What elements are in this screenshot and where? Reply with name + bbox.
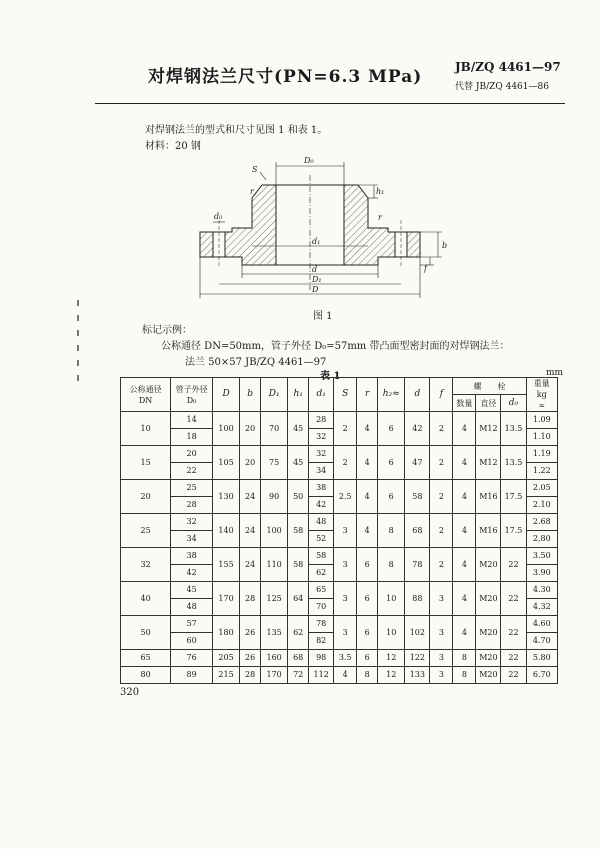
standard-number: JB/ZQ 4461—97	[455, 60, 561, 74]
cell-S: 3.5	[334, 650, 357, 667]
header-d0: 管子外径 D₀	[171, 378, 213, 412]
cell-d1: 82	[309, 633, 334, 650]
cell-D: 205	[212, 650, 239, 667]
cell-d0: 89	[171, 667, 213, 684]
cell-h2: 8	[378, 548, 405, 582]
header-bolt: 螺 栓	[453, 378, 526, 395]
cell-d0: 48	[171, 599, 213, 616]
cell-d1: 38	[309, 480, 334, 497]
cell-r: 6	[357, 650, 378, 667]
cell-weight: 4.30	[526, 582, 557, 599]
label-D0: D₀	[304, 156, 314, 165]
cell-S: 2.5	[334, 480, 357, 514]
cell-f: 2	[430, 446, 453, 480]
cell-weight: 5.80	[526, 650, 557, 667]
cell-h1: 45	[288, 446, 309, 480]
cell-D: 170	[212, 582, 239, 616]
cell-d1: 34	[309, 463, 334, 480]
intro-text: 对焊钢法兰的型式和尺寸见图 1 和表 1。	[145, 125, 328, 136]
cell-f: 2	[430, 548, 453, 582]
cell-d1: 70	[309, 599, 334, 616]
cell-bd0: 13.5	[501, 412, 526, 446]
cell-f: 3	[430, 667, 453, 684]
cell-d: 88	[405, 582, 430, 616]
cell-b: 24	[240, 480, 261, 514]
cell-b: 20	[240, 446, 261, 480]
cell-qty: 4	[453, 548, 476, 582]
cell-f: 3	[430, 650, 453, 667]
cell-h1: 62	[288, 616, 309, 650]
cell-f: 2	[430, 480, 453, 514]
cell-weight: 1.19	[526, 446, 557, 463]
header-D1: D₁	[261, 378, 288, 412]
cell-b: 26	[240, 616, 261, 650]
cell-dia: M20	[476, 582, 501, 616]
cell-dia: M20	[476, 548, 501, 582]
header-f: f	[430, 378, 453, 412]
example-heading: 标记示例：	[142, 325, 192, 336]
cell-d0: 14	[171, 412, 213, 429]
cell-h1: 45	[288, 412, 309, 446]
label-D: D	[312, 285, 319, 294]
cell-dn: 10	[121, 412, 171, 446]
label-b: b	[442, 241, 448, 250]
cell-dn: 15	[121, 446, 171, 480]
cell-h2: 6	[378, 412, 405, 446]
cell-d1: 98	[309, 650, 334, 667]
cell-D: 155	[212, 548, 239, 582]
cell-b: 20	[240, 412, 261, 446]
cell-D: 100	[212, 412, 239, 446]
cell-h2: 6	[378, 480, 405, 514]
cell-weight: 1.22	[526, 463, 557, 480]
header-h1: h₁	[288, 378, 309, 412]
header-dn: 公称通径 DN	[121, 378, 171, 412]
cell-r: 8	[357, 667, 378, 684]
cell-d0: 38	[171, 548, 213, 565]
cell-qty: 4	[453, 446, 476, 480]
cell-d1: 112	[309, 667, 334, 684]
document-title: 对焊钢法兰尺寸(PN=6.3 MPa)	[148, 67, 423, 87]
cell-weight: 2.80	[526, 531, 557, 548]
cell-weight: 1.09	[526, 412, 557, 429]
header-bolt-d0: d₀	[501, 395, 526, 412]
cell-r: 4	[357, 446, 378, 480]
cell-d: 102	[405, 616, 430, 650]
header-d1: d₁	[309, 378, 334, 412]
header-d: d	[405, 378, 430, 412]
cell-d0: 57	[171, 616, 213, 633]
cell-dn: 20	[121, 480, 171, 514]
cell-d0: 32	[171, 514, 213, 531]
cell-D1: 75	[261, 446, 288, 480]
cell-d0: 76	[171, 650, 213, 667]
header-h2: h₂≈	[378, 378, 405, 412]
cell-dia: M12	[476, 446, 501, 480]
cell-bd0: 22	[501, 582, 526, 616]
table-row	[121, 667, 558, 684]
cell-D: 105	[212, 446, 239, 480]
table-caption: 表 1	[320, 371, 341, 382]
cell-S: 2	[334, 446, 357, 480]
dimension-table	[120, 377, 558, 684]
table-row	[121, 480, 558, 497]
cell-qty: 8	[453, 650, 476, 667]
header-D: D	[212, 378, 239, 412]
cell-bd0: 22	[501, 650, 526, 667]
cell-h2: 10	[378, 616, 405, 650]
cell-D: 215	[212, 667, 239, 684]
cell-D1: 100	[261, 514, 288, 548]
table-row	[121, 582, 558, 599]
cell-S: 3	[334, 582, 357, 616]
cell-h1: 72	[288, 667, 309, 684]
cell-h2: 12	[378, 667, 405, 684]
cell-r: 6	[357, 582, 378, 616]
cell-D: 140	[212, 514, 239, 548]
cell-d: 68	[405, 514, 430, 548]
cell-S: 3	[334, 548, 357, 582]
cell-b: 24	[240, 514, 261, 548]
cell-D1: 90	[261, 480, 288, 514]
cell-qty: 4	[453, 616, 476, 650]
cell-d0: 60	[171, 633, 213, 650]
cell-qty: 8	[453, 667, 476, 684]
cell-dn: 40	[121, 582, 171, 616]
label-h1: h₁	[376, 187, 385, 196]
cell-bd0: 22	[501, 667, 526, 684]
cell-weight: 4.32	[526, 599, 557, 616]
table-row	[121, 650, 558, 667]
cell-weight: 3.90	[526, 565, 557, 582]
cell-d0: 34	[171, 531, 213, 548]
cell-S: 3	[334, 514, 357, 548]
cell-weight: 4.70	[526, 633, 557, 650]
cell-d: 78	[405, 548, 430, 582]
figure-caption: 图 1	[313, 311, 333, 322]
cell-h1: 68	[288, 650, 309, 667]
label-f: f	[424, 264, 427, 273]
cell-dn: 80	[121, 667, 171, 684]
cell-d1: 52	[309, 531, 334, 548]
header-bolt-dia: 直径	[476, 395, 501, 412]
cell-weight: 6.70	[526, 667, 557, 684]
cell-dn: 32	[121, 548, 171, 582]
cell-dia: M16	[476, 480, 501, 514]
cell-bd0: 17.5	[501, 514, 526, 548]
cell-b: 24	[240, 548, 261, 582]
cell-dn: 25	[121, 514, 171, 548]
cell-D1: 110	[261, 548, 288, 582]
cell-D1: 125	[261, 582, 288, 616]
margin-marks	[72, 300, 86, 400]
cell-h2: 6	[378, 446, 405, 480]
cell-f: 2	[430, 412, 453, 446]
cell-d0: 45	[171, 582, 213, 599]
cell-D1: 70	[261, 412, 288, 446]
cell-d0: 25	[171, 480, 213, 497]
cell-D1: 170	[261, 667, 288, 684]
cell-S: 3	[334, 616, 357, 650]
cell-h2: 12	[378, 650, 405, 667]
cell-b: 28	[240, 582, 261, 616]
cell-d1: 65	[309, 582, 334, 599]
cell-d1: 48	[309, 514, 334, 531]
header-bolt-qty: 数量	[453, 395, 476, 412]
table-row	[121, 514, 558, 531]
table-row	[121, 548, 558, 565]
label-r-top: r	[250, 187, 254, 196]
header-weight: 重量 kg ≈	[526, 378, 557, 412]
cell-d: 42	[405, 412, 430, 446]
cell-d1: 78	[309, 616, 334, 633]
cell-dn: 65	[121, 650, 171, 667]
cell-d: 58	[405, 480, 430, 514]
table-row	[121, 616, 558, 633]
label-d: d	[312, 265, 318, 274]
header-S: S	[334, 378, 357, 412]
cell-bd0: 22	[501, 616, 526, 650]
cell-qty: 4	[453, 412, 476, 446]
cell-d0: 20	[171, 446, 213, 463]
label-d0: d₀	[214, 212, 223, 221]
cell-d1: 62	[309, 565, 334, 582]
cell-b: 26	[240, 650, 261, 667]
cell-bd0: 17.5	[501, 480, 526, 514]
cell-d0: 18	[171, 429, 213, 446]
cell-weight: 4.60	[526, 616, 557, 633]
cell-d1: 58	[309, 548, 334, 565]
material-text: 材料：20 钢	[145, 141, 201, 152]
cell-qty: 4	[453, 480, 476, 514]
cell-d1: 32	[309, 429, 334, 446]
cell-dia: M12	[476, 412, 501, 446]
flange-drawing	[190, 150, 480, 305]
cell-h1: 50	[288, 480, 309, 514]
cell-weight: 2.10	[526, 497, 557, 514]
cell-d: 47	[405, 446, 430, 480]
cell-f: 2	[430, 514, 453, 548]
cell-D: 130	[212, 480, 239, 514]
cell-dia: M20	[476, 650, 501, 667]
cell-r: 6	[357, 548, 378, 582]
label-S: S	[252, 165, 258, 174]
header-rule	[95, 103, 565, 104]
example-text: 公称通径 DN=50mm，管子外径 D₀=57mm 带凸面型密封面的对焊钢法兰：	[161, 341, 510, 352]
cell-b: 28	[240, 667, 261, 684]
table-row	[121, 446, 558, 463]
cell-weight: 2.68	[526, 514, 557, 531]
cell-d0: 28	[171, 497, 213, 514]
cell-r: 6	[357, 616, 378, 650]
page-number: 320	[120, 687, 140, 698]
label-D1: D₁	[312, 275, 322, 284]
cell-r: 4	[357, 514, 378, 548]
cell-f: 3	[430, 616, 453, 650]
label-r: r	[378, 213, 382, 222]
cell-d0: 42	[171, 565, 213, 582]
cell-weight: 2.05	[526, 480, 557, 497]
replaces-standard: 代替 JB/ZQ 4461—86	[455, 82, 549, 92]
cell-dia: M16	[476, 514, 501, 548]
cell-S: 4	[334, 667, 357, 684]
header-b: b	[240, 378, 261, 412]
cell-qty: 4	[453, 514, 476, 548]
example-marking: 法兰 50×57 JB/ZQ 4461—97	[185, 357, 327, 368]
table-unit: mm	[546, 368, 564, 378]
cell-D1: 135	[261, 616, 288, 650]
cell-d1: 32	[309, 446, 334, 463]
cell-d1: 42	[309, 497, 334, 514]
cell-d: 122	[405, 650, 430, 667]
cell-D: 180	[212, 616, 239, 650]
label-d1: d₁	[312, 237, 321, 246]
header-r: r	[357, 378, 378, 412]
cell-h1: 64	[288, 582, 309, 616]
cell-d0: 22	[171, 463, 213, 480]
cell-r: 4	[357, 412, 378, 446]
cell-bd0: 13.5	[501, 446, 526, 480]
cell-d1: 28	[309, 412, 334, 429]
table-row	[121, 412, 558, 429]
cell-h2: 8	[378, 514, 405, 548]
cell-weight: 1.10	[526, 429, 557, 446]
cell-S: 2	[334, 412, 357, 446]
cell-D1: 160	[261, 650, 288, 667]
cell-dia: M20	[476, 616, 501, 650]
cell-d: 133	[405, 667, 430, 684]
cell-h2: 10	[378, 582, 405, 616]
cell-r: 4	[357, 480, 378, 514]
cell-bd0: 22	[501, 548, 526, 582]
cell-f: 3	[430, 582, 453, 616]
cell-dn: 50	[121, 616, 171, 650]
cell-h1: 58	[288, 514, 309, 548]
cell-dia: M20	[476, 667, 501, 684]
cell-weight: 3.50	[526, 548, 557, 565]
cell-h1: 58	[288, 548, 309, 582]
cell-qty: 4	[453, 582, 476, 616]
